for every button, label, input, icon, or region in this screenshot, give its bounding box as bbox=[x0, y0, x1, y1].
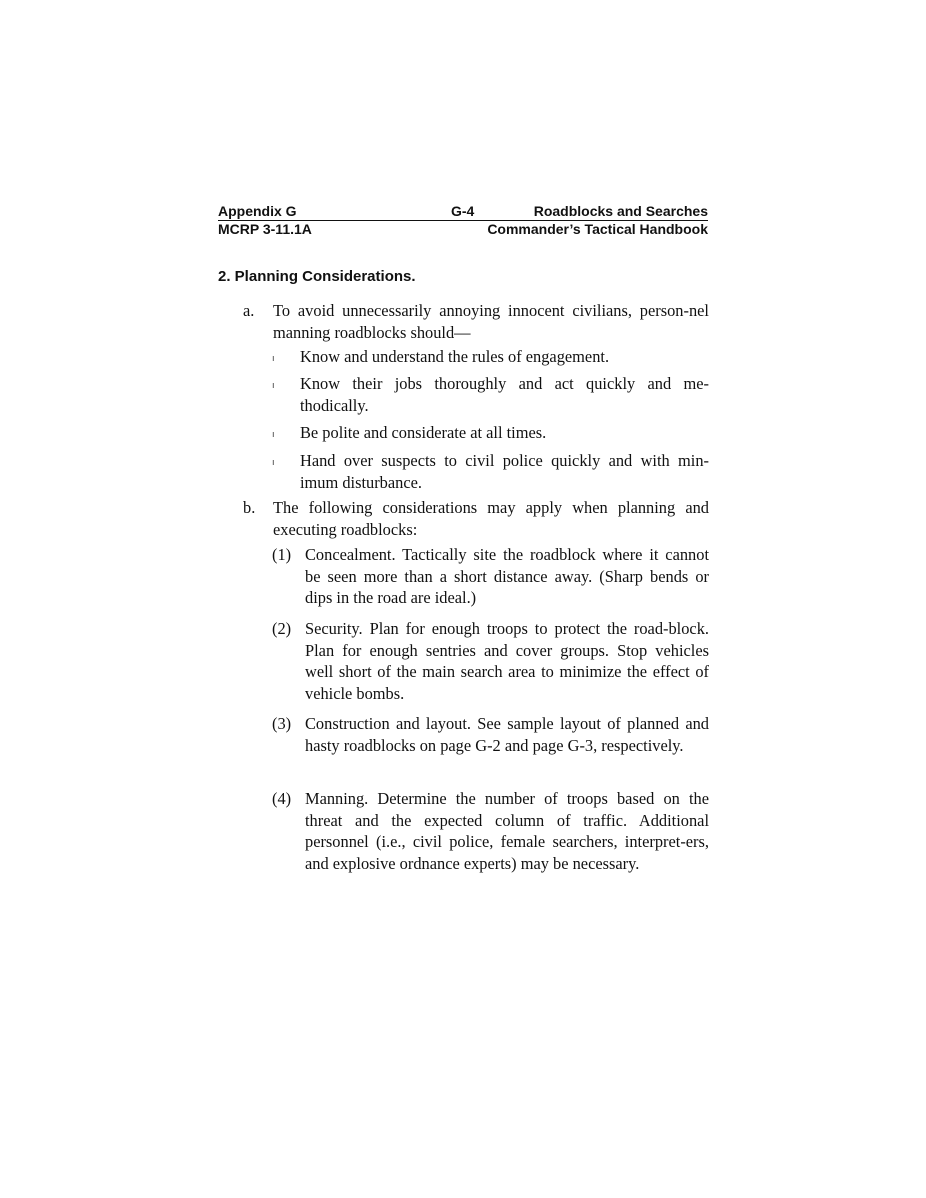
header-bottom-row bbox=[218, 221, 708, 238]
header-page-number: G-4 bbox=[451, 203, 475, 219]
subitem-number: (2) bbox=[272, 619, 292, 638]
item-a-bullet: Know their jobs thoroughly and act quickly and me-thodically. bbox=[300, 374, 709, 415]
subitem-text: Construction and layout. See sample layout of planned and hasty roadblocks on page G-2 and page G-3, respectively. bbox=[305, 714, 709, 755]
section-title: 2. Planning Considerations. bbox=[218, 268, 416, 285]
item-a-bullet: Know and understand the rules of engagement. bbox=[300, 347, 610, 366]
bullet-icon: ı bbox=[272, 380, 275, 390]
header-chapter-title: Roadblocks and Searches bbox=[533, 203, 708, 219]
item-a-label: a. bbox=[243, 301, 255, 320]
subitem-text: Security. Plan for enough troops to protect the road-block. Plan for enough sentries and cover groups. Stop vehicles well short of the main search area to minimize the effect of vehicle bombs. bbox=[305, 619, 709, 703]
running-header bbox=[218, 203, 708, 238]
bullet-icon: ı bbox=[272, 457, 275, 467]
subitem-number: (3) bbox=[272, 714, 292, 733]
bullet-icon: ı bbox=[272, 429, 275, 439]
subitem-number: (1) bbox=[272, 545, 292, 564]
subitem-text: Manning. Determine the number of troops based on the threat and the expected column of traffic. Additional personnel (i.e., civil police, female searchers, interpret-ers, and explosive ordnance experts) may be necessary. bbox=[305, 789, 709, 873]
item-b-text: The following considerations may apply when planning and executing roadblocks: bbox=[273, 498, 709, 539]
header-top-row bbox=[218, 203, 708, 221]
item-b-label: b. bbox=[243, 498, 256, 517]
bullet-icon: ı bbox=[272, 353, 275, 363]
subitem-number: (4) bbox=[272, 789, 292, 808]
item-a-text: To avoid unnecessarily annoying innocent civilians, person-nel manning roadblocks should— bbox=[273, 301, 709, 342]
header-publication-title: Commander’s Tactical Handbook bbox=[487, 221, 708, 237]
item-a-bullet: Hand over suspects to civil police quickly and with min-imum disturbance. bbox=[300, 451, 709, 492]
header-publication-number: MCRP 3-11.1A bbox=[218, 221, 312, 237]
item-a-bullet: Be polite and considerate at all times. bbox=[300, 423, 547, 442]
subitem-text: Concealment. Tactically site the roadblock where it cannot be seen more than a short distance away. (Sharp bends or dips in the road are ideal.) bbox=[305, 545, 709, 608]
header-appendix: Appendix G bbox=[218, 203, 297, 219]
